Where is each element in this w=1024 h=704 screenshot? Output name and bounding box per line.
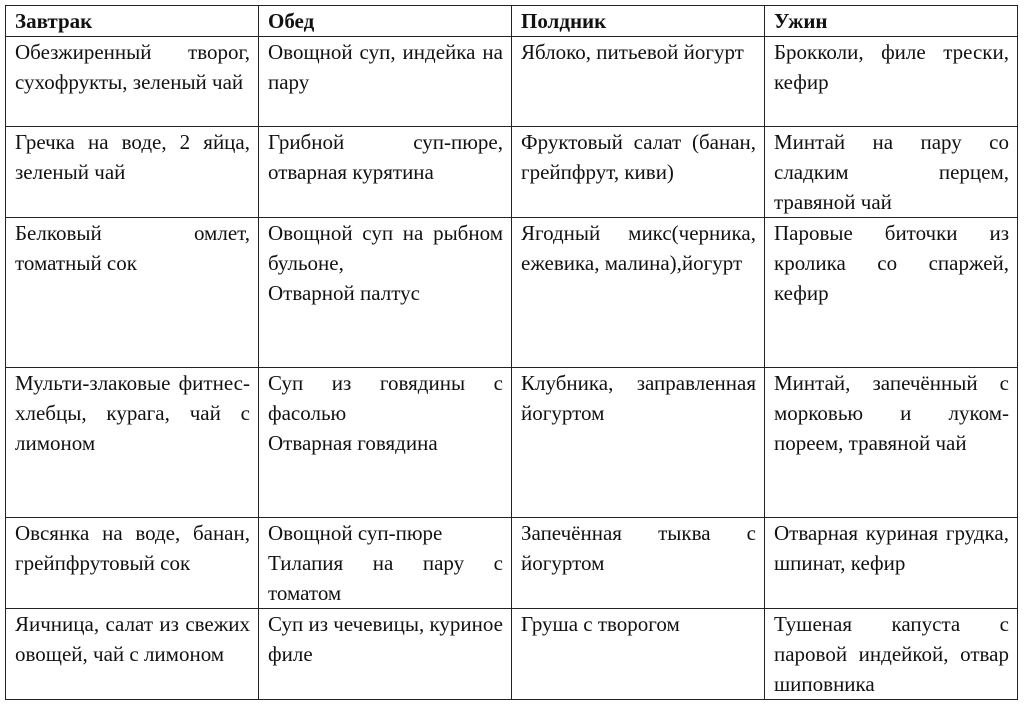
header-breakfast: Завтрак [6,6,259,37]
table-cell: Овсянка на воде, банан, грейпфрутовый сок [6,518,259,609]
table-row [6,127,1018,218]
table-cell: Фруктовый салат (банан, грейпфрут, киви) [512,127,765,218]
table-cell: Овощной суп, индейка на пару [259,37,512,127]
table-cell: Яичница, салат из свежих овощей, чай с лимоном [6,609,259,700]
table-cell: Брокколи, филе трески, кефир [765,37,1018,127]
table-cell: Обезжиренный творог, сухофрукты, зеленый чай [6,37,259,127]
table-row [6,368,1018,518]
table-cell: Белковый омлет, томатный сок [6,218,259,368]
table-cell: Паровые биточки из кролика со спаржей, кефир [765,218,1018,368]
table-cell: Овощной суп на рыбном бульоне, Отварной палтус [259,218,512,368]
table-cell: Грибной суп-пюре, отварная курятина [259,127,512,218]
table-cell: Минтай, запечённый с морковью и луком-пореем, травяной чай [765,368,1018,518]
table-cell: Гречка на воде, 2 яйца, зеленый чай [6,127,259,218]
table-cell: Суп из говядины с фасолью Отварная говядина [259,368,512,518]
header-lunch: Обед [259,6,512,37]
header-dinner: Ужин [765,6,1018,37]
header-snack: Полдник [512,6,765,37]
table-cell: Минтай на пару со сладким перцем, травяной чай [765,127,1018,218]
table-cell: Суп из чечевицы, куриное филе [259,609,512,700]
table-cell: Отварная куриная грудка, шпинат, кефир [765,518,1018,609]
header-row [6,6,1018,37]
table-cell: Запечённая тыква с йогуртом [512,518,765,609]
table-row [6,518,1018,609]
table-cell: Мульти-злаковые фитнес-хлебцы, курага, чай с лимоном [6,368,259,518]
table-cell: Овощной суп-пюре Тилапия на пару с томатом [259,518,512,609]
table-cell: Тушеная капуста с паровой индейкой, отвар шиповника [765,609,1018,700]
table-row [6,218,1018,368]
table-cell: Яблоко, питьевой йогурт [512,37,765,127]
table-cell: Клубника, заправленная йогуртом [512,368,765,518]
meal-plan-table [5,5,1018,700]
table-cell: Груша с творогом [512,609,765,700]
table-cell: Ягодный микс(черника, ежевика, малина),йогурт [512,218,765,368]
table-row [6,609,1018,700]
table-row [6,37,1018,127]
